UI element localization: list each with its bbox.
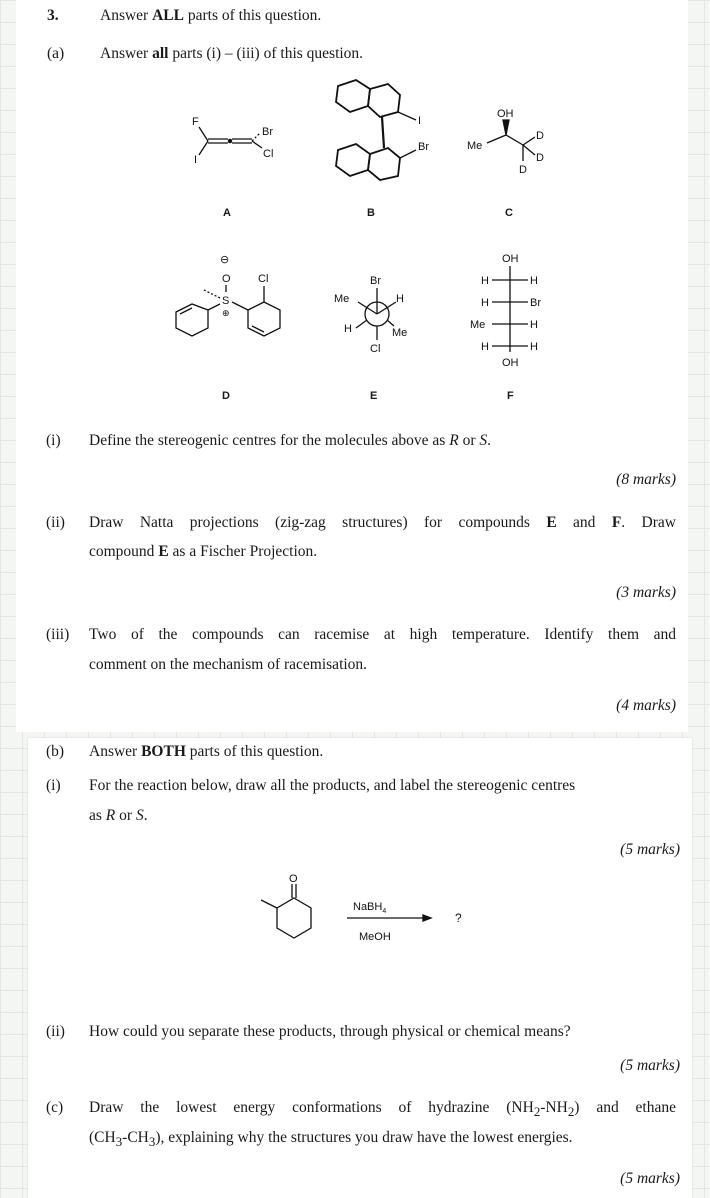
atom-e-h2: H [344, 323, 352, 335]
part-c-label: (c) [46, 1099, 64, 1116]
atom-c-d2: D [536, 152, 544, 164]
part-a-label: (a) [47, 45, 65, 62]
atom-e-h1: H [396, 293, 404, 305]
atom-f-r3-left: Me [470, 319, 486, 331]
atom-f-r2-left: H [481, 297, 489, 309]
structure-c [465, 105, 555, 180]
label-compound-e: E [370, 390, 378, 402]
atom-d-cl: Cl [258, 273, 269, 285]
part-b-i-marks: (5 marks) [620, 841, 680, 858]
structure-b [328, 80, 458, 192]
atom-f-r4-right: H [530, 341, 538, 353]
atom-f-oh-bottom: OH [502, 357, 519, 369]
atom-a-br: Br [262, 126, 273, 138]
structure-e [330, 270, 430, 360]
part-a-iii-marks: (4 marks) [616, 697, 676, 714]
label-compound-d: D [222, 390, 230, 402]
cyclohexanone-ring [277, 898, 311, 938]
part-b-ii-label: (ii) [46, 1023, 65, 1040]
atom-e-br: Br [370, 275, 381, 287]
atom-b-i: I [418, 115, 422, 127]
atom-a-i: I [194, 154, 198, 166]
part-c-marks: (5 marks) [620, 1170, 680, 1187]
structure-d [168, 252, 298, 342]
reaction-scheme [255, 868, 475, 948]
atom-e-cl: Cl [370, 343, 381, 355]
part-b-label: (b) [46, 743, 65, 760]
atom-b-br: Br [418, 141, 429, 153]
structure-f [466, 250, 556, 374]
atom-d-minus: ⊖ [220, 254, 230, 266]
atom-c-me: Me [467, 140, 483, 152]
label-compound-a: A [223, 207, 231, 219]
atom-f-r1-right: H [530, 275, 538, 287]
atom-a-f: F [192, 116, 199, 128]
part-a-ii-marks: (3 marks) [616, 584, 676, 601]
part-a-ii-line1: Draw Natta projections (zig-zag structures) for compounds E and F. Draw [89, 514, 676, 531]
part-b-i-line1: For the reaction below, draw all the products, and label the stereogenic centres [89, 777, 576, 794]
part-a-i-marks: (8 marks) [616, 471, 676, 488]
part-a-iii-label: (iii) [46, 626, 70, 643]
part-b-i-label: (i) [46, 777, 61, 794]
atom-e-me1: Me [334, 293, 350, 305]
atom-c-d1: D [536, 130, 544, 142]
part-b-i-line2: as R or S. [89, 807, 148, 824]
product-unknown: ? [455, 911, 462, 925]
part-a-ii-line2: compound E as a Fischer Projection. [89, 543, 318, 560]
part-a-i-text: Define the stereogenic centres for the molecules above as R or S. [89, 432, 491, 449]
atom-f-r1-left: H [481, 275, 489, 287]
part-a-intro: Answer all parts (i) – (iii) of this question. [100, 45, 364, 62]
structure-a [180, 105, 290, 175]
label-compound-c: C [505, 207, 513, 219]
part-a-iii-line1: Two of the compounds can racemise at high temperature. Identify them and [89, 626, 676, 643]
part-a-ii-label: (ii) [46, 514, 65, 531]
atom-f-r4-left: H [481, 341, 489, 353]
part-c-line2: $(CH_3-CH_3)$, explaining why the structures you draw have the lowest energies. [89, 1129, 573, 1150]
atom-d-o: O [222, 273, 231, 285]
atom-d-plus: ⊕ [222, 308, 230, 318]
atom-a-cl: Cl [263, 148, 274, 160]
atom-e-me2: Me [392, 327, 408, 339]
part-b-intro: Answer BOTH parts of this question. [89, 743, 324, 760]
label-compound-f: F [507, 390, 514, 402]
atom-f-oh-top: OH [502, 253, 519, 265]
atom-f-r2-right: Br [530, 297, 541, 309]
part-a-iii-line2: comment on the mechanism of racemisation. [89, 656, 368, 673]
reagent-label: NaBH$_4$ [353, 901, 387, 915]
atom-d-s: S [222, 295, 230, 307]
part-c-line1: Draw the lowest energy conformations of hydrazine $(NH_2-NH_2)$ and ethane [89, 1099, 676, 1120]
atom-ketone-o: O [289, 873, 298, 885]
question-number: 3. [47, 7, 59, 24]
part-b-ii-marks: (5 marks) [620, 1057, 680, 1074]
atom-c-d3: D [519, 164, 527, 176]
solvent-label: MeOH [359, 931, 391, 943]
atom-f-r3-right: H [530, 319, 538, 331]
atom-c-oh: OH [497, 108, 514, 120]
part-b-ii-text: How could you separate these products, through physical or chemical means? [89, 1023, 571, 1040]
question-intro: Answer ALL parts of this question. [100, 7, 322, 24]
label-compound-b: B [367, 207, 375, 219]
part-a-i-label: (i) [46, 432, 61, 449]
